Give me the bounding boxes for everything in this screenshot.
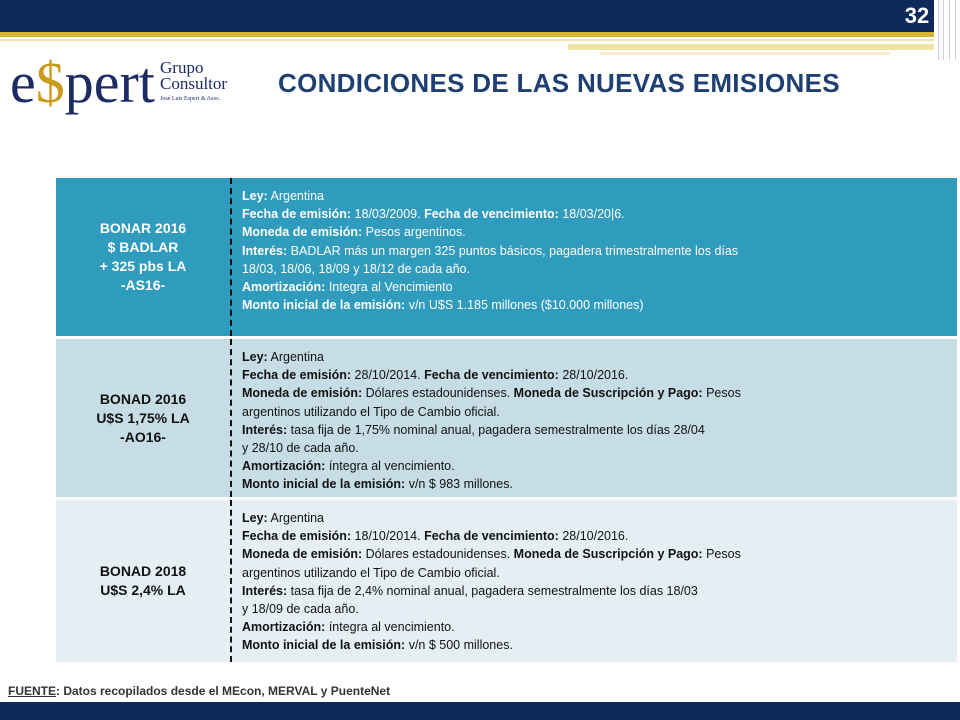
bond-name-line: -AS16- [120, 277, 166, 293]
source-note: FUENTE: Datos recopilados desde el MEcon, MERVAL y PuenteNet [8, 684, 391, 698]
page-number: 32 [904, 3, 930, 28]
condition-label: Fecha de emisión: [242, 207, 352, 222]
header-decoration [568, 44, 960, 50]
condition-line [242, 582, 949, 600]
bond-name-line: U$S 1,75% LA [96, 409, 190, 426]
condition-value: Dólares estadounidenses. [365, 386, 511, 401]
condition-line [242, 457, 949, 475]
bond-name-line: U$S 2,4% LA [100, 582, 186, 598]
condition-label: Amortización: [242, 280, 326, 295]
condition-label: Ley: [242, 511, 268, 525]
bond-name-line: BONAD 2018 [99, 563, 187, 579]
condition-line [242, 421, 949, 439]
condition-line [242, 527, 949, 545]
page-title: CONDICIONES DE LAS NUEVAS EMISIONES [278, 68, 840, 98]
bond-row [56, 339, 957, 497]
condition-value: Argentina [270, 511, 325, 525]
bond-name [56, 500, 232, 662]
condition-value: 28/10/2016. [562, 368, 629, 383]
condition-value: v/n $ 983 millones. [408, 477, 513, 492]
condition-value: Pesos argentinos. [365, 225, 466, 240]
condition-line [242, 403, 949, 421]
condition-label: Interés: [242, 422, 288, 437]
condition-line [242, 475, 949, 493]
condition-value: 28/10/2014. [354, 368, 421, 383]
condition-label: Moneda de emisión: [242, 547, 363, 562]
condition-line [242, 384, 949, 402]
condition-label: Moneda de emisión: [242, 386, 363, 401]
corner-stripes [934, 0, 960, 60]
condition-line [242, 260, 949, 278]
condition-value: y 28/10 de cada año. [242, 441, 359, 456]
condition-value: BADLAR más un margen 325 puntos básicos, pagadera trimestralmente los días [290, 243, 739, 258]
bond-conditions-table [56, 178, 957, 662]
condition-label: Ley: [242, 350, 268, 364]
condition-value: v/n U$S 1.185 millones ($10.000 millones) [408, 298, 644, 313]
condition-value: íntegra al vencimiento. [328, 620, 455, 635]
condition-value: 18/10/2014. [354, 529, 421, 544]
bond-name-line: + 325 pbs LA [99, 258, 187, 274]
logo-subtitle: Grupo Consultor [160, 58, 228, 93]
condition-value: v/n $ 500 millones. [408, 638, 513, 653]
condition-label: Monto inicial de la emisión: [242, 477, 406, 492]
condition-value: tasa fija de 2,4% nominal anual, pagadera semestralmente los días 18/03 [290, 583, 698, 598]
condition-label: Fecha de vencimiento: [424, 529, 559, 544]
bond-name-line: BONAD 2016 [99, 390, 187, 407]
top-bar [0, 0, 960, 32]
condition-label: Interés: [242, 583, 288, 598]
header-decoration-thin [600, 52, 890, 55]
logo-wordmark: e$pert [10, 50, 155, 115]
condition-line [242, 348, 949, 366]
condition-line [242, 205, 949, 223]
condition-value: argentinos utilizando el Tipo de Cambio oficial. [242, 404, 500, 419]
condition-value: Argentina [270, 189, 325, 203]
condition-label: Monto inicial de la emisión: [242, 638, 406, 653]
bond-conditions [232, 178, 957, 336]
condition-line [242, 564, 949, 582]
condition-line [242, 618, 949, 636]
gold-divider [0, 32, 960, 37]
bond-conditions [232, 500, 957, 662]
condition-label: Fecha de emisión: [242, 368, 352, 383]
condition-value: y 18/09 de cada año. [242, 602, 359, 617]
condition-value: Integra al Vencimiento [328, 280, 453, 295]
bond-conditions [232, 339, 957, 497]
condition-value: Dólares estadounidenses. [365, 547, 511, 562]
condition-label: Amortización: [242, 620, 326, 635]
condition-label: Fecha de emisión: [242, 529, 352, 544]
condition-value: 18/03/2009. [354, 207, 421, 222]
condition-label: Amortización: [242, 459, 326, 474]
condition-line [242, 636, 949, 654]
condition-value: 28/10/2016. [562, 529, 629, 544]
condition-label: Monto inicial de la emisión: [242, 298, 406, 313]
condition-value: 18/03, 18/06, 18/09 y 18/12 de cada año. [242, 261, 470, 276]
condition-label: Ley: [242, 189, 268, 203]
espert-logo [10, 52, 234, 116]
condition-line [242, 366, 949, 384]
condition-label: Moneda de Suscripción y Pago: [513, 547, 703, 562]
bottom-bar [0, 702, 960, 720]
condition-value: Pesos [706, 386, 741, 401]
condition-line [242, 187, 949, 205]
condition-value: tasa fija de 1,75% nominal anual, pagadera semestralmente los días 28/04 [290, 422, 705, 437]
bond-row [56, 178, 957, 336]
condition-value: íntegra al vencimiento. [328, 459, 455, 474]
condition-line [242, 296, 949, 314]
condition-value: argentinos utilizando el Tipo de Cambio oficial. [242, 565, 500, 580]
condition-label: Moneda de emisión: [242, 225, 363, 240]
condition-line [242, 278, 949, 296]
condition-line [242, 439, 949, 457]
gold-divider-thin [0, 39, 960, 41]
bond-name [56, 178, 232, 336]
bond-name-line: BONAR 2016 [99, 220, 187, 236]
condition-line [242, 600, 949, 618]
condition-value: 18/03/20|6. [562, 207, 625, 222]
condition-line [242, 509, 949, 527]
bond-row [56, 500, 957, 662]
condition-value: Argentina [270, 350, 325, 364]
bond-name [56, 339, 232, 497]
bond-name-line: $ BADLAR [107, 239, 179, 255]
logo-tagline: José Luis Espert & Asoc. [160, 96, 221, 102]
condition-line [242, 545, 949, 563]
condition-label: Fecha de vencimiento: [424, 368, 559, 383]
condition-value: Pesos [706, 547, 741, 562]
condition-line [242, 242, 949, 260]
condition-label: Moneda de Suscripción y Pago: [513, 386, 703, 401]
condition-label: Interés: [242, 243, 288, 258]
bond-name-line: -AO16- [120, 428, 166, 445]
condition-label: Fecha de vencimiento: [424, 207, 559, 222]
condition-line [242, 223, 949, 241]
